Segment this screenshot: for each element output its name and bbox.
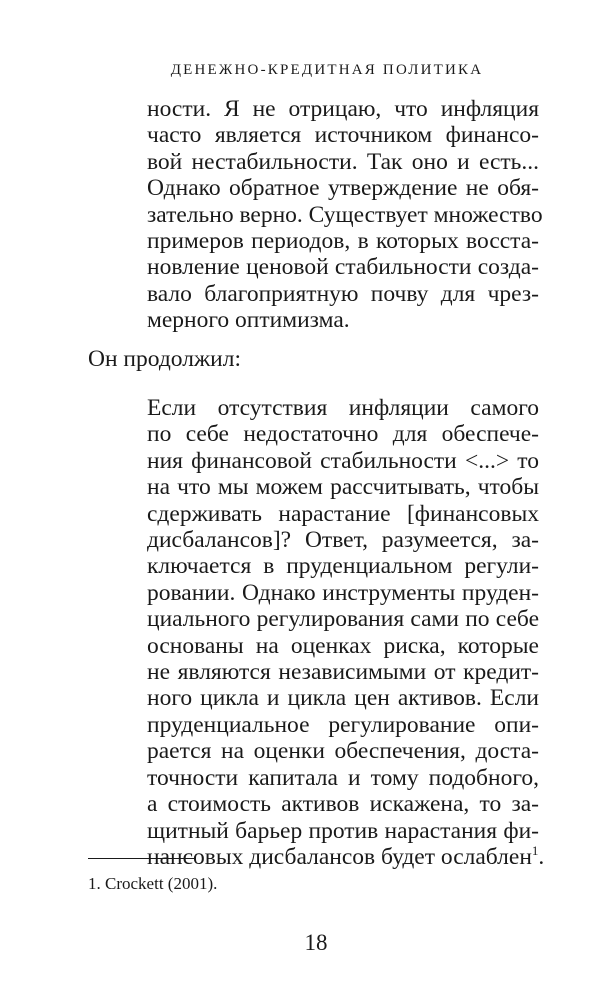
continuation-line: Он продолжил: — [88, 346, 242, 372]
quote-line: дисбалансов]? Ответ, разумеется, за- — [147, 527, 539, 554]
quote-line: на что мы можем рассчитывать, чтобы — [147, 474, 539, 501]
quote-line: пруденциальное регулирование опи- — [147, 711, 539, 738]
quote-line: рается на оценки обеспечения, доста- — [147, 738, 539, 765]
quote-line: по себе недостаточно для обеспече- — [147, 421, 539, 448]
quote-line: циального регулирования сами по себе — [147, 606, 539, 633]
text-line: Однако обратное утверждение не обя- — [147, 175, 539, 202]
block-quote — [147, 395, 545, 870]
quote-line: ровании. Однако инструменты пруден- — [147, 579, 539, 606]
text-line: вало благоприятную почву для чрез- — [147, 280, 539, 307]
quote-line: щитный барьер против нарастания фи- — [147, 817, 539, 844]
text-line: новление ценовой стабильности созда- — [147, 254, 539, 281]
quote-line-final: нансовых дисбалансов будет ослаблен$^1$. — [147, 842, 545, 870]
footnote-marker: 1 — [531, 842, 539, 858]
text-line: примеров периодов, в которых восста- — [147, 228, 539, 255]
quote-line: не являются независимыми от кредит- — [147, 659, 539, 686]
footnote: 1. Crockett (2001). — [88, 874, 218, 893]
page-number: 18 — [304, 930, 328, 955]
text-line: зательно верно. Существует множество — [147, 201, 543, 228]
running-head: ДЕНЕЖНО-КРЕДИТНАЯ ПОЛИТИКА — [170, 62, 484, 78]
quote-line-text: нансовых дисбалансов будет ослаблен — [147, 843, 532, 870]
text-line: ности. Я не отрицаю, что инфляция — [147, 96, 539, 122]
quote-line: ния финансовой стабильности <...> то — [147, 447, 539, 474]
quote-line: а стоимость активов искажена, то за- — [147, 791, 539, 818]
quote-line: Если отсутствия инфляции самого — [147, 395, 539, 421]
quote-line: ного цикла и цикла цен активов. Если — [147, 685, 539, 712]
quote-line: точности капитала и тому подобного, — [147, 764, 539, 791]
intro-paragraph — [147, 96, 543, 334]
text-line: часто является источником финансо- — [147, 122, 539, 149]
quote-line: ключается в пруденциальном регули- — [147, 553, 539, 580]
text-line: вой нестабильности. Так оно и есть... — [147, 148, 539, 175]
quote-line: сдерживать нарастание [финансовых — [147, 500, 539, 527]
text-line: мерного оптимизма. — [147, 307, 350, 334]
quote-line: основаны на оценках риска, которые — [147, 632, 539, 659]
footnote-rule — [88, 858, 196, 859]
